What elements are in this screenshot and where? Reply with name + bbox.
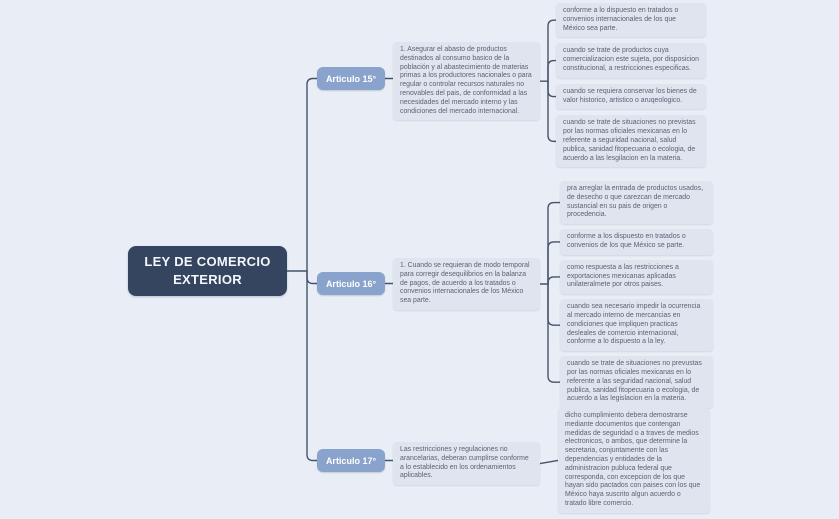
branch-node-articulo-16[interactable]: Articulo 16° <box>317 272 385 295</box>
articulo-15-leaf-column <box>556 3 706 167</box>
articulo-15-leaf-node[interactable]: cuando se requiera conservar los bienes de valor historico, artistico o aruqeologico. <box>556 84 706 110</box>
articulo-17-leaf-node[interactable]: dicho cumplimiento debera demostrarse mediante documentos que contengan medidas de seguridad o a traves de medios electronicos, o ambos, que determine la secretaria, conjuntamente con las dependencias y entidades de la administracion publuca federal que corresponda, con excepcion de los que hayan sido pactados con paises con los que México haya suscrito algun acuerdo o tratado libre comercio. <box>558 408 710 513</box>
central-topic-ley-de-comercio-exterior[interactable]: LEY DE COMERCIO EXTERIOR <box>128 246 287 296</box>
articulo-15-leaf-node[interactable]: conforme a lo dispuesto en tratados o convenios internacionales de los que México sea parte. <box>556 3 706 37</box>
articulo-16-leaf-node[interactable]: cuando sea necesario impedir la ocurrencia al mercado interno de mercancias en condiciones que impliquen practicas desleales de comercio internacional, conforme a lo dispuesto a la ley. <box>560 299 713 351</box>
articulo-15-leaf-node[interactable]: cuando se trate de productos cuya comercializacion este sujeta, por disposicion constitucional, a restricciones especificas. <box>556 43 706 77</box>
articulo-17-description-node[interactable]: Las restricciones y regulaciones no arancelarias, deberan cumplirse conforme a lo establecido en los ordenamientos aplicables. <box>393 442 540 485</box>
articulo-16-leaf-node[interactable]: pra arreglar la entrada de productos usados, de desecho o que carezcan de mercado sustancial en su pais de origen o procedencia. <box>560 181 713 224</box>
articulo-16-leaf-node[interactable]: cuando se trate de situaciones no prevustas por las normas oficiales mexicanas en lo referente a las seguridad nacional, salud publica, sanidad fitopecuaria o ecologia, de acuerdo a las legislacion en la materia. <box>560 356 713 408</box>
articulo-15-description-node[interactable]: 1. Asegurar el abasto de productos destinados al consumo basico de la población y al abastecimiento de materias primas a los productores nacionales o para regular o controlar recursos naturales no renovables del pais, de conformidad a las necesidades del mercado interno y las condiciones del mercado internacional. <box>393 42 540 120</box>
articulo-16-leaf-node[interactable]: como respuesta a las restricciones a exportaciones mexicanas aplicadas unilateralmete por otros paises. <box>560 260 713 294</box>
articulo-16-leaf-column <box>560 181 713 408</box>
articulo-15-leaf-node[interactable]: cuando se trate de situaciones no previstas por las normas oficiales mexicanas en lo referente a seguridad nacional, salud publica, sanidad fitopecuaria o ecologia, de acuerdo a las lesgilacion en la materia. <box>556 115 706 167</box>
articulo-16-description-node[interactable]: 1. Cuando se requieran de modo temporal para corregir desequilibrios en la balanza de pagos, de acuerdo a los tratados o convenios internacionales de los México sea parte. <box>393 258 540 310</box>
branch-node-articulo-17[interactable]: Articulo 17° <box>317 449 385 472</box>
branch-node-articulo-15[interactable]: Articulo 15° <box>317 67 385 90</box>
articulo-16-leaf-node[interactable]: conforme a los dispuesto en tratados o convenios de los que México se parte. <box>560 229 713 255</box>
articulo-17-leaf-column <box>558 408 710 513</box>
